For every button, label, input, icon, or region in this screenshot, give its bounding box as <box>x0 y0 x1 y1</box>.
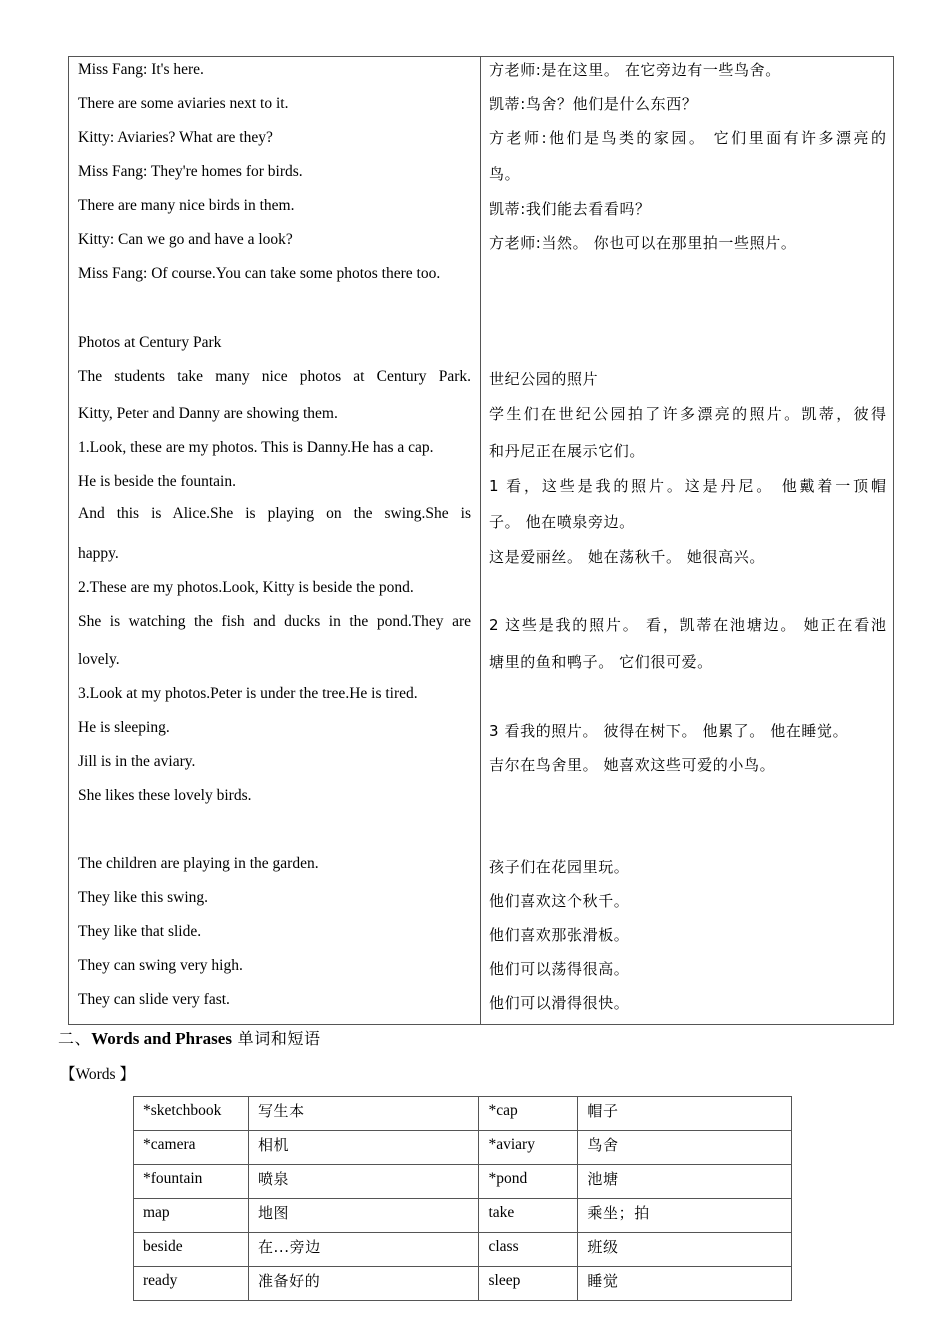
dialogue-translation: 方老师:他们是鸟类的家园。 它们里面有许多漂亮的 <box>489 129 886 147</box>
section-title-en: Words and Phrases <box>91 1029 232 1048</box>
passage-translation: 学生们在世纪公园拍了许多漂亮的照片。凯蒂，彼得 <box>489 405 886 423</box>
word-zh: 相机 <box>248 1131 479 1165</box>
word-zh: 准备好的 <box>248 1267 479 1301</box>
words-label: 【Words 】 <box>60 1066 135 1083</box>
passage-line: She is watching the fish and ducks in the pond.They are <box>78 613 471 630</box>
words-table-body <box>134 1097 792 1301</box>
word-en: ready <box>134 1267 249 1301</box>
dialogue-line: Kitty: Can we go and have a look? <box>78 231 293 248</box>
garden-translation: 他们喜欢这个秋千。 <box>489 892 630 910</box>
passage-line: 2.These are my photos.Look, Kitty is beside the pond. <box>78 579 414 596</box>
table-row <box>134 1097 792 1131</box>
passage-line: Kitty, Peter and Danny are showing them. <box>78 405 338 422</box>
passage-line: And this is Alice.She is playing on the swing.She is <box>78 505 471 522</box>
dialogue-line: There are some aviaries next to it. <box>78 95 289 112</box>
section-number: 二、 <box>58 1029 92 1048</box>
section-heading <box>58 1028 321 1050</box>
dialogue-line: Miss Fang: It's here. <box>78 61 204 78</box>
word-en: *sketchbook <box>134 1097 249 1131</box>
passage-line: He is beside the fountain. <box>78 473 236 490</box>
passage-line: 1.Look, these are my photos. This is Danny.He has a cap. <box>78 439 434 456</box>
word-en: *camera <box>134 1131 249 1165</box>
table-row <box>134 1233 792 1267</box>
dialogue-line: Miss Fang: They're homes for birds. <box>78 163 303 180</box>
passage-line: Jill is in the aviary. <box>78 753 196 770</box>
word-en: take <box>479 1199 578 1233</box>
garden-line: They like this swing. <box>78 889 209 906</box>
passage-line: The students take many nice photos at Century Park. <box>78 368 471 385</box>
words-table <box>133 1096 792 1301</box>
garden-translation: 他们可以滑得很快。 <box>489 994 630 1012</box>
word-en: *fountain <box>134 1165 249 1199</box>
garden-line: The children are playing in the garden. <box>78 855 319 872</box>
word-zh: 地图 <box>248 1199 479 1233</box>
passage-line: She likes these lovely birds. <box>78 787 252 804</box>
word-zh: 睡觉 <box>578 1267 792 1301</box>
word-zh: 喷泉 <box>248 1165 479 1199</box>
garden-line: They can slide very fast. <box>78 991 230 1008</box>
text-translation-table <box>68 56 894 1025</box>
word-zh: 鸟舍 <box>578 1131 792 1165</box>
word-en: *aviary <box>479 1131 578 1165</box>
table-row <box>134 1131 792 1165</box>
word-zh: 班级 <box>578 1233 792 1267</box>
passage-translation: 和丹尼正在展示它们。 <box>489 442 646 460</box>
photos-title-translation: 世纪公园的照片 <box>489 370 599 388</box>
dialogue-translation: 方老师:是在这里。 在它旁边有一些鸟舍。 <box>489 61 781 79</box>
dialogue-line: Kitty: Aviaries? What are they? <box>78 129 273 146</box>
passage-translation: 3 看我的照片。 彼得在树下。 他累了。 他在睡觉。 <box>489 722 849 740</box>
garden-translation: 他们喜欢那张滑板。 <box>489 926 630 944</box>
word-zh: 池塘 <box>578 1165 792 1199</box>
passage-line: 3.Look at my photos.Peter is under the tree.He is tired. <box>78 685 418 702</box>
word-en: class <box>479 1233 578 1267</box>
table-row <box>134 1165 792 1199</box>
dialogue-translation: 鸟。 <box>489 165 521 183</box>
dialogue-translation: 凯蒂:鸟舍？他们是什么东西？ <box>489 95 698 113</box>
dialogue-translation: 凯蒂:我们能去看看吗？ <box>489 200 651 218</box>
passage-translation: 1 看，这些是我的照片。这是丹尼。 他戴着一顶帽 <box>489 477 886 495</box>
section-title-zh: 单词和短语 <box>231 1029 321 1048</box>
word-zh: 在...旁边 <box>248 1233 479 1267</box>
passage-translation: 2 这些是我的照片。 看，凯蒂在池塘边。 她正在看池 <box>489 616 886 634</box>
word-en: *cap <box>479 1097 578 1131</box>
passage-translation: 子。 他在喷泉旁边。 <box>489 513 635 531</box>
table-row <box>134 1199 792 1233</box>
passage-translation: 吉尔在鸟舍里。 她喜欢这些可爱的小鸟。 <box>489 756 776 774</box>
photos-title: Photos at Century Park <box>78 334 222 351</box>
dialogue-translation: 方老师:当然。 你也可以在那里拍一些照片。 <box>489 234 797 252</box>
passage-line: lovely. <box>78 651 120 668</box>
word-zh: 写生本 <box>248 1097 479 1131</box>
dialogue-line: There are many nice birds in them. <box>78 197 295 214</box>
garden-translation: 孩子们在花园里玩。 <box>489 858 630 876</box>
passage-line: happy. <box>78 545 119 562</box>
word-en: *pond <box>479 1165 578 1199</box>
passage-translation: 这是爱丽丝。 她在荡秋千。 她很高兴。 <box>489 548 765 566</box>
table-row <box>134 1267 792 1301</box>
garden-line: They like that slide. <box>78 923 202 940</box>
word-zh: 帽子 <box>578 1097 792 1131</box>
column-divider <box>480 57 481 1024</box>
passage-translation: 塘里的鱼和鸭子。 它们很可爱。 <box>489 653 713 671</box>
word-en: beside <box>134 1233 249 1267</box>
word-zh: 乘坐；拍 <box>578 1199 792 1233</box>
garden-line: They can swing very high. <box>78 957 243 974</box>
word-en: sleep <box>479 1267 578 1301</box>
dialogue-line: Miss Fang: Of course.You can take some photos there too. <box>78 265 441 282</box>
garden-translation: 他们可以荡得很高。 <box>489 960 630 978</box>
word-en: map <box>134 1199 249 1233</box>
passage-line: He is sleeping. <box>78 719 170 736</box>
